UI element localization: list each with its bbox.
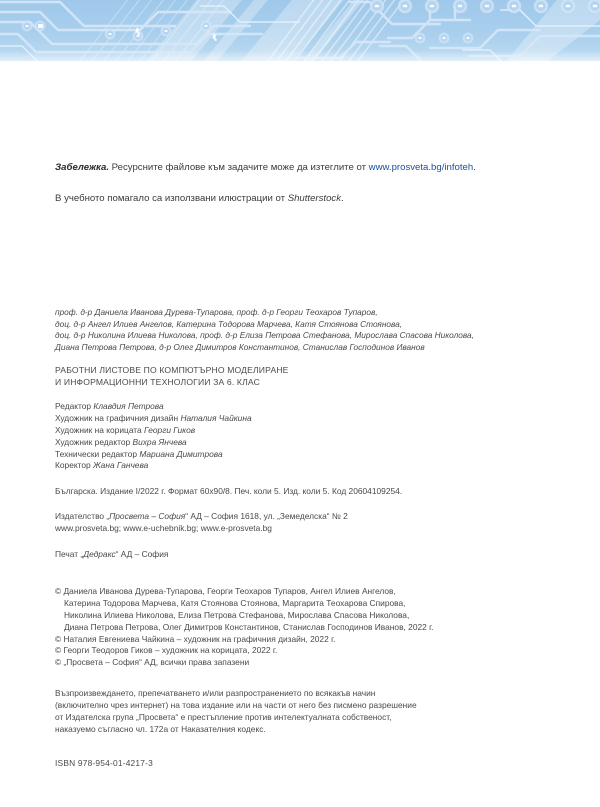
credit-name: Георги Гиков [144, 424, 196, 435]
legal-notice-block [55, 687, 525, 735]
isbn-number: ISBN 978-954-01-4217-3 [55, 757, 153, 768]
publisher-line [55, 511, 525, 523]
note-label: Забележка. [55, 162, 109, 173]
author-line: проф. д-р Даниела Иванова Дурева-Тупарова, проф. д-р Георги Теохаров Тупаров, [55, 307, 378, 317]
author-line: доц. д-р Ангел Илиев Ангелов, Катерина Тодорова Марчева, Катя Стоянова Стоянова, [55, 318, 403, 329]
print-suffix: “ АД – София [115, 548, 169, 559]
credit-role: Художник на графичния дизайн [55, 413, 179, 424]
shutterstock-credit: Shutterstock [287, 193, 342, 204]
book-title [55, 364, 525, 388]
note-illustrations-line [55, 192, 525, 206]
publication-info [55, 486, 525, 534]
credit-row [55, 413, 525, 425]
credit-role: Художник на корицата [55, 424, 142, 435]
credit-role: Технически редактор [55, 448, 137, 459]
edition-line: Българска. Издание I/2022 г. Формат 60x90/8. Печ. коли 5. Изд. коли 5. Код 20604109254. [55, 486, 403, 497]
credit-row [55, 437, 525, 449]
authors-list [55, 307, 525, 353]
credit-row [55, 425, 525, 437]
credit-name: Мариана Димитрова [139, 448, 223, 459]
copyright-line: © „Просвета – София“ АД, всички права запазени [55, 657, 250, 668]
publisher-websites: www.prosveta.bg; www.e-uchebnik.bg; www.e-prosveta.bg [55, 522, 272, 533]
legal-line: (включително чрез интернет) на това издание или на части от него без писмено разрешение [55, 699, 417, 710]
credit-role: Редактор [55, 401, 92, 412]
print-prefix: Печат „ [55, 548, 84, 559]
copyright-block [55, 586, 525, 669]
copyright-line: Николина Илиева Николова, Елиза Петрова Стефанова, Мирослава Спасова Николова, [64, 609, 410, 620]
illustrations-text-before: В учебното помагало са използвани илюстрации от [55, 193, 288, 204]
copyright-line: © Наталия Евгениева Чайкина – художник на графичния дизайн, 2022 г. [55, 633, 336, 644]
prosveta-infoteh-link[interactable]: www.prosveta.bg/infoteh [368, 162, 474, 173]
legal-line: от Издателска група „Просвета“ е престъпление против интелектуалната собственост, [55, 711, 392, 722]
credit-row [55, 460, 525, 472]
credit-name: Вихра Янчева [132, 436, 187, 447]
print-house-name: Дедракс [83, 548, 116, 559]
credit-name: Жана Ганчева [93, 460, 149, 471]
credits-list [55, 401, 525, 472]
book-title-line: И ИНФОРМАЦИОННИ ТЕХНОЛОГИИ ЗА 6. КЛАС [55, 377, 260, 388]
legal-line: Възпроизвеждането, препечатването и/или разпространението по всякакъв начин [55, 687, 376, 698]
print-house-line [55, 549, 525, 561]
note-text-before-link: Ресурсните файлове към задачите може да изтеглите от [109, 162, 369, 173]
credit-role: Коректор [55, 460, 91, 471]
illustrations-text-after: . [341, 193, 344, 204]
copyright-line: © Даниела Иванова Дурева-Тупарова, Георги Теохаров Тупаров, Ангел Илиев Ангелов, [55, 586, 396, 597]
credit-row [55, 401, 525, 413]
note-block [55, 161, 525, 206]
credit-name: Клавдия Петрова [93, 401, 164, 412]
note-text-after-link: . [473, 162, 476, 173]
publisher-name: Просвета – София [109, 510, 186, 521]
book-title-line: РАБОТНИ ЛИСТОВЕ ПО КОМПЮТЪРНО МОДЕЛИРАНЕ [55, 365, 289, 376]
legal-line: наказуемо съгласно чл. 172а от Наказателния кодекс. [55, 723, 266, 734]
credit-role: Художник редактор [55, 436, 131, 447]
credit-row [55, 449, 525, 461]
note-resources-line [55, 161, 525, 175]
publisher-prefix: Издателство „ [55, 510, 110, 521]
author-line: Диана Петрова Петрова, д-р Олег Димитров Константинов, Станислав Господинов Иванов [55, 341, 425, 352]
copyright-line: Диана Петрова Петрова, Олег Димитров Константинов, Станислав Господинов Иванов, 2022 г. [64, 621, 434, 632]
imprint-block [55, 307, 525, 769]
credit-name: Наталия Чайкина [180, 413, 252, 424]
publisher-address: “ АД – София 1618, ул. „Земеделска“ № 2 [185, 510, 348, 521]
circuit-board-banner [0, 0, 600, 61]
copyright-line: Катерина Тодорова Марчева, Катя Стоянова Стоянова, Маргарита Теохарова Спирова, [64, 598, 406, 609]
author-line: доц. д-р Николина Илиева Николова, проф. д-р Елиза Петрова Стефанова, Мирослава Спасова Николова, [55, 330, 474, 341]
circuit-board-graphic [0, 0, 600, 61]
copyright-line: © Георги Теодоров Гиков – художник на корицата, 2022 г. [55, 645, 278, 656]
